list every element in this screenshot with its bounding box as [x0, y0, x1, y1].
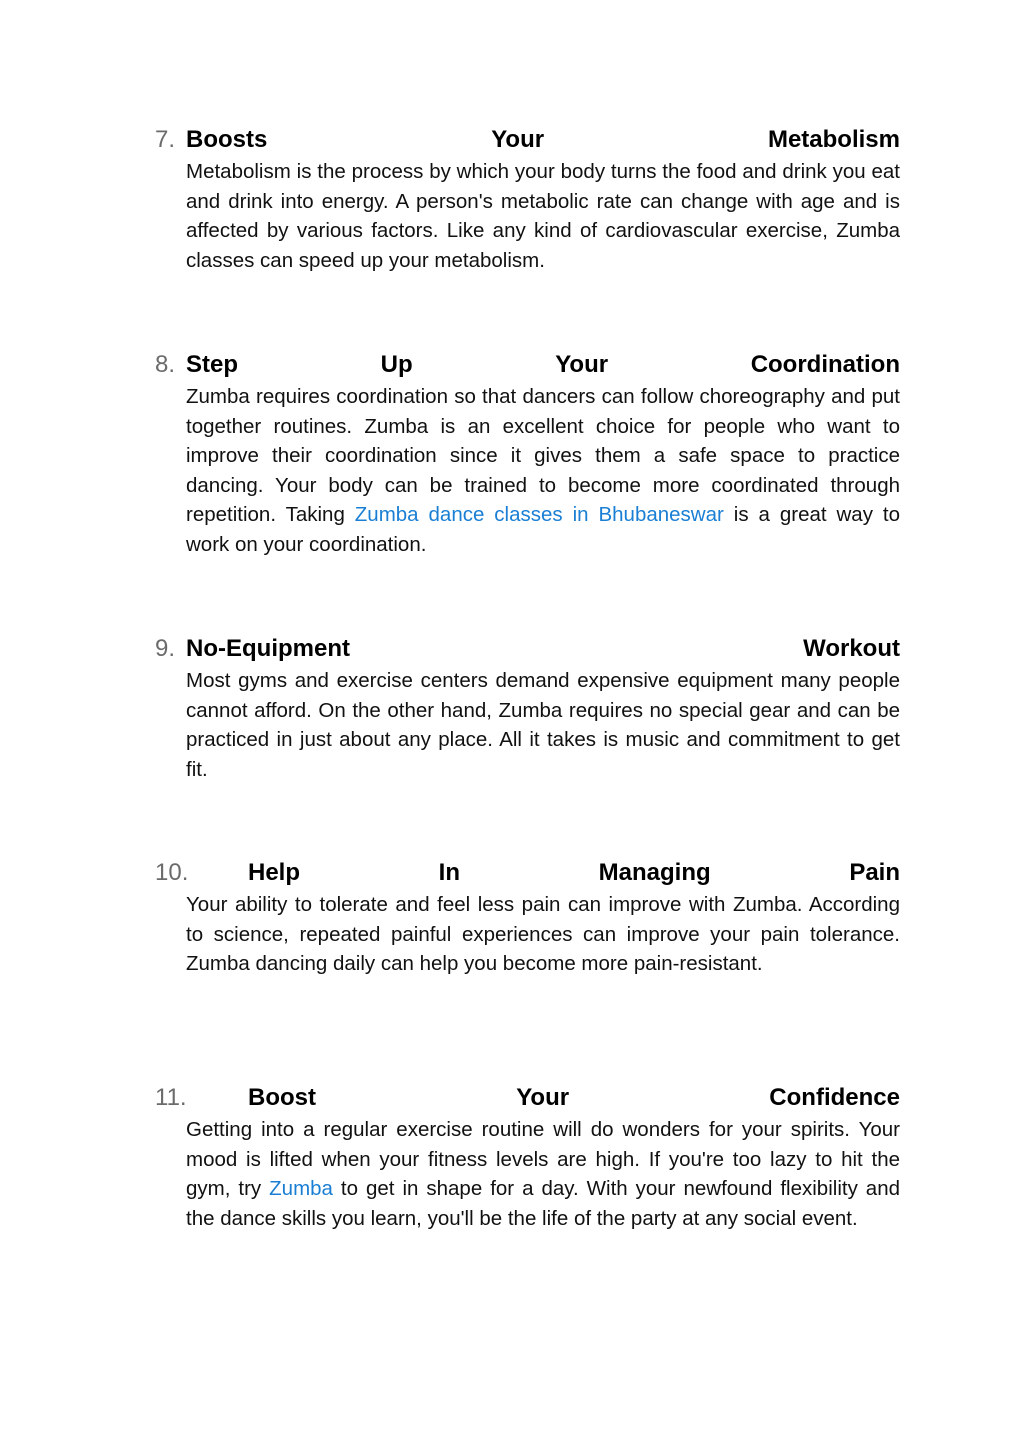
section-body	[186, 1115, 900, 1233]
title-word: Up	[380, 351, 413, 378]
section-title	[186, 634, 900, 664]
section-no-equipment-workout	[155, 634, 900, 784]
body-text: to get in shape for a day. With your newfound flexibility and the dance skills you learn, you'll be the life of the party at any social event.	[186, 1177, 900, 1230]
section-title	[248, 1083, 900, 1113]
section-number: 11.	[155, 1084, 187, 1111]
section-title	[186, 125, 900, 155]
title-word: Your	[555, 351, 609, 378]
title-word: In	[438, 859, 460, 886]
title-word: Metabolism	[767, 126, 900, 153]
section-heading	[155, 350, 900, 380]
section-heading	[155, 1083, 900, 1113]
zumba-classes-bhubaneswar-link[interactable]: Zumba dance classes in Bhubaneswar	[354, 503, 724, 527]
section-body: Your ability to tolerate and feel less pain can improve with Zumba. According to science, repeated painful experiences can improve your pain tolerance. Zumba dancing daily can help you become more pain-resistant.	[186, 893, 900, 976]
section-boosts-metabolism	[155, 125, 900, 275]
title-word: Confidence	[769, 1084, 900, 1111]
body-text: Zumba requires coordination so that dancers can follow choreography and put together routines. Zumba is an excellent choice for people who want to improve their coordination since it gives them a safe space to practice dancing. Your body can be trained to become more coordinated through repetition. Taking	[186, 385, 900, 527]
body-text: Getting into a regular exercise routine will do wonders for your spirits. Your mood is lifted when your fitness levels are high. If you're too lazy to hit the gym, try	[186, 1118, 900, 1201]
title-word: Step	[186, 351, 239, 378]
title-word: No-Equipment	[186, 635, 350, 662]
section-number: 7.	[155, 126, 176, 153]
section-heading	[155, 858, 900, 888]
title-word: Coordination	[750, 351, 900, 378]
title-word: Workout	[803, 635, 900, 662]
section-step-up-coordination	[155, 350, 900, 560]
title-word: Managing	[598, 859, 711, 886]
section-title	[248, 858, 900, 888]
section-boost-confidence	[155, 1083, 900, 1233]
title-word: Boost	[248, 1084, 316, 1111]
title-word: Boosts	[186, 126, 268, 153]
section-number: 9.	[155, 635, 176, 662]
title-word: Your	[491, 126, 545, 153]
section-number: 8.	[155, 351, 176, 378]
section-number: 10.	[155, 859, 189, 886]
section-title	[186, 350, 900, 380]
section-managing-pain	[155, 858, 900, 979]
section-heading	[155, 125, 900, 155]
zumba-link[interactable]: Zumba	[269, 1177, 333, 1201]
section-body: Most gyms and exercise centers demand expensive equipment many people cannot afford. On the other hand, Zumba requires no special gear and can be practiced in just about any place. All it takes is music and commitment to get fit.	[186, 669, 900, 781]
section-heading	[155, 634, 900, 664]
section-body	[186, 382, 900, 560]
title-word: Pain	[849, 859, 900, 886]
section-body: Metabolism is the process by which your body turns the food and drink you eat and drink into energy. A person's metabolic rate can change with age and is affected by various factors. Like any kind of cardiovascular exercise, Zumba classes can speed up your metabolism.	[186, 160, 900, 272]
body-text: is a great way to work on your coordination.	[186, 503, 900, 556]
title-word: Help	[248, 859, 301, 886]
title-word: Your	[516, 1084, 570, 1111]
